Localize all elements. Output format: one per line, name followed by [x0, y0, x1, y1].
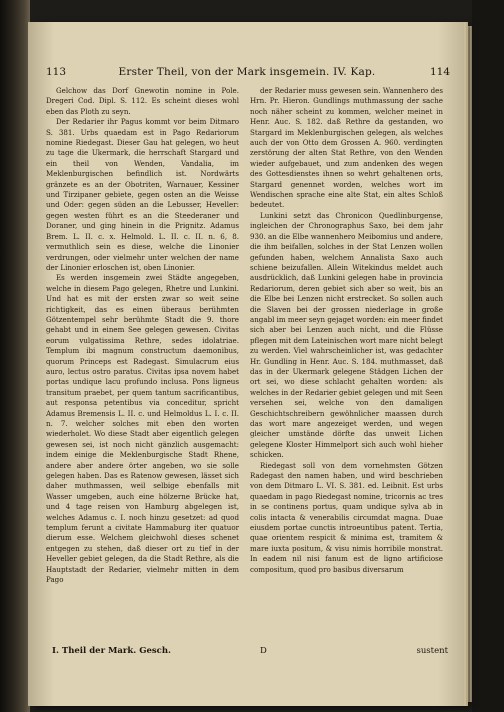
paragraph: Der Redarier ihr Pagus kommt vor beim Ditmaro S. 381. Urbs quaedam est in Pago Redariorum nomine Riedegast. Dieser Gau hat gelegen, wo heut zu tage die Ukermark, die herrschaft Stargard und ein theil von Wenden, Vandalia, im Meklenburgischen befindlich ist. Nordwärts gränzete es an der Obotriten, Warnauer, Kessiner und Tirzipaner gebiete, gegen osten an die Weisse und Oder: gegen süden an die Lebusser, Heveller: gegen westen führt es an die Steederaner und Doraner, und ging hinein in die Prignitz. Adamus Brem. L. II. c. x. Helmold. L. II. c. II. n. 6, 8. vermuthlich sein es diese, welche die Linonier verdrungen, oder vielmehr unter welchen der name der Linonier erloschen ist, oben Linonier. — [46, 117, 239, 272]
signature-line: I. Theil der Mark. Gesch. — [52, 646, 171, 656]
signature-mark: D — [260, 646, 267, 656]
background-right — [472, 0, 504, 712]
paragraph: Gelchow das Dorf Gnewotin nomine in Pole. Dregeri Cod. Dipl. S. 112. Es scheint dieses wohl eben das Ploth zu seyn. — [46, 86, 239, 116]
running-title: Erster Theil, von der Mark insgemein. IV. Kap. — [118, 66, 376, 78]
right-column — [250, 86, 443, 575]
paragraph: Riedegast soll von dem vornehmsten Götzen Radegast den namen haben, und wird beschrieben von dem Ditmaro L. VI. S. 381. ed. Leibnit. Est urbs quaedam in pago Riedegast nomine, tricornis ac tres in se continens portus, quam undique sylva ab in colis intacta & venerabilis circumdat magna. Duae eiusdem portae cunctis introeuntibus patent. Tertia, quae orientem respicit & minima est, tramitem & mare iuxta positum, & visu nimis horribile monstrat. In eadem nil nisi fanum est de ligno artificiose compositum, quod pro basibus diversarum — [250, 460, 443, 574]
page-number-left: 113 — [46, 66, 67, 78]
left-column — [46, 86, 239, 586]
paragraph: Es werden insgemein zwei Städte angegeben, welche in diesem Pago gelegen, Rhetre und Lunkini. Und hat es mit der ersten zwar so weit seine richtigkeit, das es einen überaus berühmten Götzentempel sehr berühmte Stadt die 9. thore gehabt und in einem See gelegen gewesen. Civitas eorum vulgatissima Rethre, sedes idolatriae. Templum ibi magnum constructum daemonibus, quorum Princeps est Radegast. Simulacrum eius auro, lectus ostro paratus. Civitas ipsa novem habet portas undique lacu profundo inclusa. Pons ligneus transitum praebet, per quem tantum sacrificantibus, aut responsa petentibus via conceditur, spricht Adamus Bremensis L. II. c. und Helmoldus L. I. c. II. n. 7. welcher solches mit eben den worten wiederholet. Wo diese Stadt aber eigentlich gelegen gewesen sei, ist noch nicht gänzlich ausgemacht: indem einige die Meklenburgische Stadt Rhene, andere aber andere örter angeben, wo sie solle gelegen haben. Das es Ratenow gewesen, lässet sich daher muthmassen, weil selbige ebenfalls mit Wasser umgeben, auch eine hölzerne Brücke hat, und 4 tage reisen von Hamburg abgelegen ist, welches Adamus c. I. noch hinzu gesetzet: ad quod templum ferunt a civitate Hammaburg iter quatuor dierum esse. Welchem gleichwohl dieses schenet entgegen zu stehen, daß dieser ort zu tief in der Heveller gebiet gelegen, da die Stadt Rethre, als die Hauptstadt der Redarier, vielmehr mitten in dem Pago — [46, 273, 239, 585]
page-number-right: 114 — [429, 66, 450, 78]
page-footer — [46, 646, 450, 660]
paragraph: Lunkini setzt das Chronicon Quedlinburgense, ingleichen der Chronographus Saxo, bei dem jahr 930. an die Elbe wannenhero Meibomius und andere, die ihm beifallen, solches in der Stat Lenzen wollen gefunden haben, welchem Annalista Saxo auch schiene beizufallen. Allein Witekindus meldet auch ausdrücklich, daß Lunkini gelegen habe in provincia Redariorum, deren gebiet sich aber so weit, bis an die Elbe bei Lenzen nicht erstrecket. So sollen auch die Slaven bei der grossen niederlage in große angabl im meer seyn gejaget worden: ein meer findet sich aber bei Lenzen auch nicht, und die Flüsse pflegen mit dem Lateinischen wort mare nicht belegt zu werden. Viel wahrscheinlicher ist, was gedachter Hr. Gundling in Henr. Auc. S. 184. muthmasset, daß das in der Ukermark gelegene Städgen Lichen der ort sei, wo diese schlacht gehalten worden: als welches in der Redarier gebiet gelegen und mit Seen versehen sei, welche von den damaligen Geschichtschreibern gewöhnlicher maassen durch das wort mare angezeiget werden, und wegen gleicher umstände dörfte das unweit Lichen gelegene Kloster Himmelport sich auch wohl hieher schicken. — [250, 210, 444, 460]
running-header — [44, 66, 450, 84]
paragraph: der Redarier muss gewesen sein. Wannenhero des Hrn. Pr. Hieron. Gundlings muthmassung der sache noch näher scheint zu kommen, welcher meinet in Henr. Auc. S. 182. daß Rethre da gestanden, wo Stargard im Meklenburgischen gelegen, als welches auch der von Otto dem Grossen A. 960. verdingten zerstörung der alten Stat Rethre, von den Wenden wieder aufgebauet, und zum andenken des wegen des Gottesdienstes ihnen so wehrt gehaltenen orts, Stargard genennet worden, welches wort im Wendischen sprache eine alte Stat, ein altes Schloß bedeutet. — [250, 86, 443, 210]
book-spine-shadow — [0, 0, 30, 712]
page-edges — [464, 26, 472, 702]
catchword: sustent — [416, 646, 448, 656]
